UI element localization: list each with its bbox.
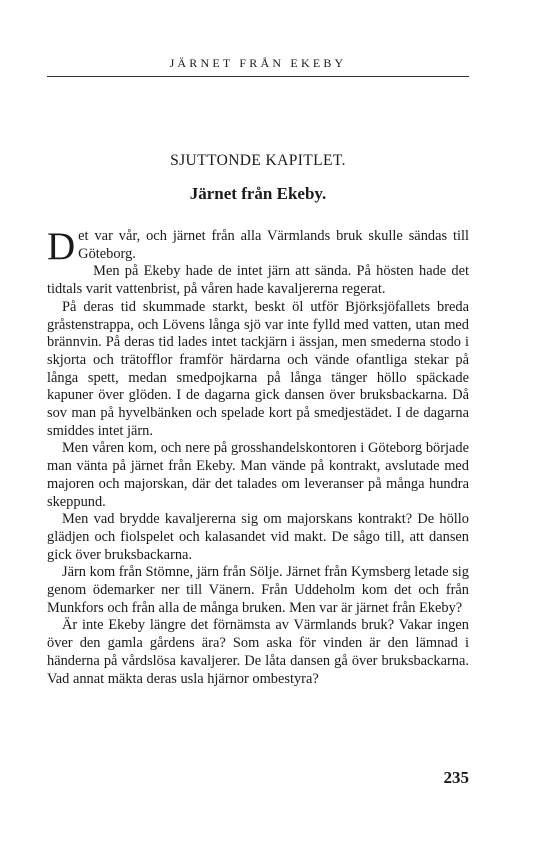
paragraph: Men på Ekeby hade de intet järn att sända. På hösten hade det tidtals varit vattenbrist, på våren hade kavaljererna regerat. bbox=[47, 263, 469, 298]
paragraph: Men våren kom, och nere på grosshandelskontoren i Göteborg började man vänta på järnet från Ekeby. Man vände på kontrakt, avslutade med majoren och majorskan, där det talades om leveranser på många hundra skeppund. bbox=[47, 440, 469, 510]
chapter-number-title: SJUTTONDE KAPITLET. bbox=[170, 152, 346, 169]
paragraph bbox=[47, 225, 469, 268]
paragraph-text: et var vår, och järnet från alla Värmlands bruk skulle sändas till Göteborg. bbox=[78, 228, 469, 262]
paragraph: Men vad brydde kavaljererna sig om majorskans kontrakt? De höllo glädjen och fiolspelet och kalasandet vid makt. De sågo till, att dansen gick över bruksbackarna. bbox=[47, 511, 469, 563]
running-head: JÄRNET FRÅN EKEBY bbox=[169, 56, 347, 70]
paragraph: Är inte Ekeby längre det förnämsta av Värmlands bruk? Vakar ingen över den gamla gårdens ära? Som aska för vinden är den lämnad i händerna på vårdslösa kavaljerer. De låta dansen gå över bruksbackarna. Vad annat mäkta deras usla hjärnor ombestyra? bbox=[47, 617, 469, 687]
paragraph: Järn kom från Stömne, järn från Sölje. Järnet från Kymsberg letade sig genom ödemarker ner till Vänern. Från Uddeholm kom det och från Munkfors och från alla de många bruken. Men var är järnet från Ekeby? bbox=[47, 564, 469, 616]
drop-cap: D bbox=[47, 225, 76, 268]
page-number: 235 bbox=[443, 768, 469, 787]
chapter-title: Järnet från Ekeby. bbox=[189, 184, 327, 203]
header-rule bbox=[47, 76, 469, 77]
paragraph: På deras tid skummade starkt, beskt öl utför Björksjöfallets breda gråstenstrappa, och Lövens långa sjö var inte fylld med vatten, utan med brännvin. På deras tid lades intet tackjärn i ässjan, men smederna stodo i skjorta och trätofflor framför härdarna och vände ofantliga stekar på långa spett, medan smedpojkarna på långa tänger höllo späckade kapuner över glöden. I de dagarna gick dansen över bruksbackarna. Då sov man på hyvelbänken och spelade kort på smedjestädet. I de dagarna smiddes intet järn. bbox=[47, 298, 469, 439]
body-text bbox=[47, 225, 469, 688]
